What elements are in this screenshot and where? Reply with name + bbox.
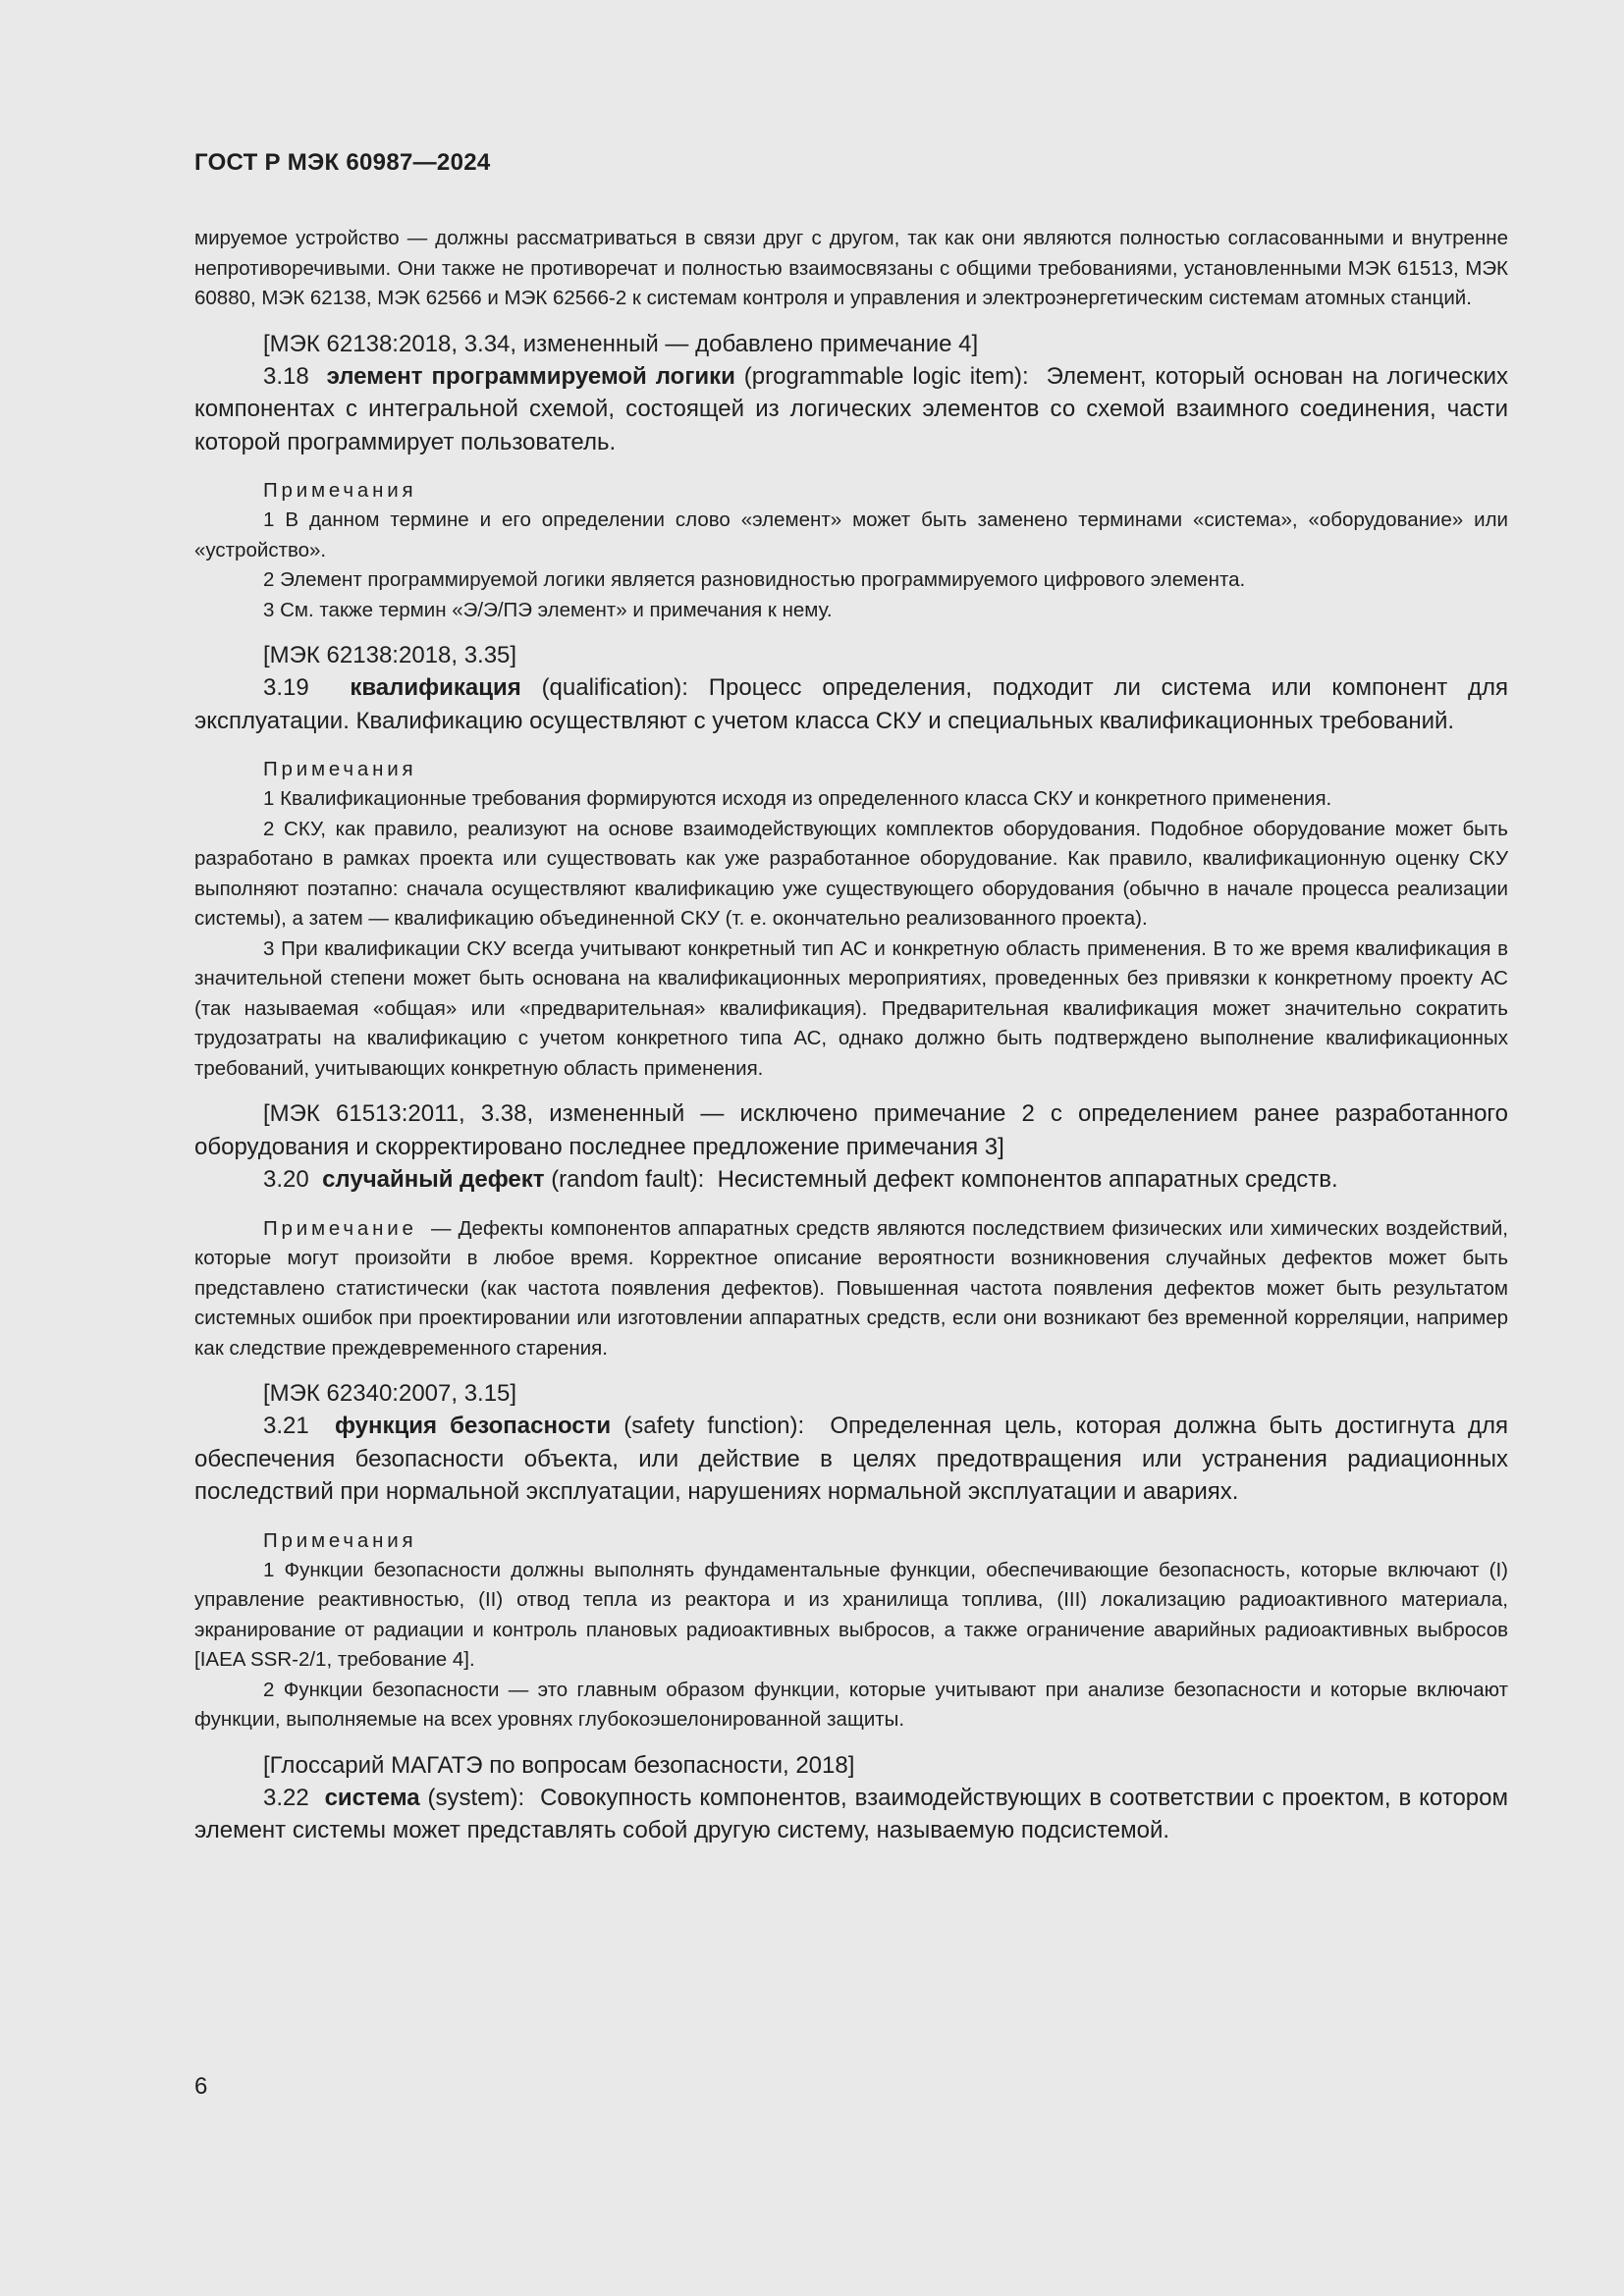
note-label: Примечание — [263, 1216, 417, 1240]
note-3-18-3: 3 См. также термин «Э/Э/ПЭ элемент» и примечания к нему. — [263, 598, 833, 621]
term-3-20 — [194, 1163, 1508, 1197]
term-number: 3.20 — [263, 1166, 309, 1193]
term-english: (qualification): — [541, 674, 688, 701]
term-3-19 — [194, 671, 1508, 737]
term-name: случайный дефект — [322, 1166, 545, 1193]
page-number: 6 — [194, 2073, 208, 2100]
term-english: (random fault): — [551, 1166, 705, 1193]
note-3-21-1: 1 Функции безопасности должны выполнять фундаментальные функции, обеспечивающие безопасность, которые включают (I) управление реактивностью, (II) отвод тепла из реактора и из хранилища топлива, (III) локализацию радиоактивного материала, экранирование от радиации и контроль плановых радиоактивных выбросов, а также ограничение аварийных радиоактивных выбросов [IAEA SSR-2/1, требование 4]. — [194, 1558, 1508, 1671]
term-english: (system): — [427, 1784, 525, 1811]
note-3-20 — [194, 1214, 1508, 1364]
term-number: 3.18 — [263, 362, 309, 390]
note-3-18-1: 1 В данном термине и его определении слово «элемент» может быть заменено терминами «система», «оборудование» или «устройство». — [194, 508, 1508, 561]
note-3-19-3: 3 При квалификации СКУ всегда учитывают конкретный тип АС и конкретную область применения. В то же время квалификация в значительной степени может быть основана на квалификационных мероприятиях, проведенных без привязки к конкретному проекту АС (так называемая «общая» или «предварительная» квалификация). Предварительная квалификация может значительно сократить трудозатраты на квалификацию с учетом конкретного типа АС, однако должно быть подтверждено выполнение квалификационных требований, учитывающих конкретную область применения. — [194, 936, 1508, 1080]
term-name: функция безопасности — [334, 1413, 612, 1439]
term-3-21 — [194, 1410, 1508, 1509]
term-number: 3.22 — [263, 1784, 309, 1811]
term-english: (programmable logic item): — [743, 362, 1029, 390]
term-definition: Элемент, который основан на логических компонентах с интегральной схемой, состоящей из логических элементов со схемой взаимного соединения, части которой программирует пользователь. — [194, 362, 1509, 455]
note-text: — Дефекты компонентов аппаратных средств являются последствием физических или химических воздействий, которые могут произойти в любое время. Корректное описание вероятности возникновения случайных дефектов может быть представлено статистически (как частота появления дефектов). Повышенная частота появления дефектов может быть результатом системных ошибок при проектировании или изготовлении аппаратных средств, если они возникают без временной корреляции, например как следствие преждевременного старения. — [194, 1216, 1508, 1360]
reference-62138-335: [МЭК 62138:2018, 3.35] — [263, 642, 517, 668]
note-3-21-2: 2 Функции безопасности — это главным образом функции, которые учитывают при анализе безопасности и которые включают функции, выполняемые на всех уровнях глубокоэшелонированной защиты. — [194, 1678, 1508, 1731]
note-3-18-2: 2 Элемент программируемой логики является разновидностью программируемого цифрового элемента. — [263, 568, 1246, 591]
reference-iaea-glossary: [Глоссарий МАГАТЭ по вопросам безопасности, 2018] — [263, 1751, 855, 1779]
reference-62340-315: [МЭК 62340:2007, 3.15] — [263, 1380, 517, 1407]
term-number: 3.19 — [263, 674, 309, 701]
term-number: 3.21 — [263, 1413, 309, 1439]
note-3-19-2: 2 СКУ, как правило, реализуют на основе взаимодействующих комплектов оборудования. Подобное оборудование может быть разработано в рамках проекта или существовать как уже разработанное оборудование. Как правило, квалификационную оценку СКУ выполняют поэтапно: сначала осуществляют квалификацию уже существующего оборудования (обычно в начале процесса реализации системы), а затем — квалификацию объединенной СКУ (т. е. окончательно реализованного проекта). — [194, 817, 1508, 930]
reference-62138-334: [МЭК 62138:2018, 3.34, измененный — добавлено примечание 4] — [263, 330, 979, 357]
notes-label: Примечания — [263, 1528, 417, 1552]
term-3-22 — [194, 1782, 1508, 1847]
term-name: система — [324, 1784, 420, 1811]
term-english: (safety function): — [623, 1413, 805, 1439]
term-definition: Совокупность компонентов, взаимодействующих в соответствии с проектом, в котором элемент системы может представлять собой другую систему, называемую подсистемой. — [194, 1784, 1508, 1843]
notes-label: Примечания — [263, 758, 417, 780]
notes-label: Примечания — [263, 479, 417, 502]
document-header: ГОСТ Р МЭК 60987—2024 — [194, 149, 491, 176]
term-name: элемент программируемой логики — [326, 362, 735, 390]
term-definition: Несистемный дефект компонентов аппаратных средств. — [717, 1166, 1338, 1193]
term-3-18 — [194, 360, 1508, 459]
intro-paragraph: мируемое устройство — должны рассматриваться в связи друг с другом, так как они являются полностью согласованными и внутренне непротиворечивыми. Они также не противоречат и полностью взаимосвязаны с общими требованиями, установленными МЭК 61513, МЭК 60880, МЭК 62138, МЭК 62566 и МЭК 62566-2 к системам контроля и управления и электроэнергетическим системам атомных станций. — [194, 227, 1508, 309]
document-body — [194, 224, 1508, 1847]
note-3-19-1: 1 Квалификационные требования формируются исходя из определенного класса СКУ и конкретного применения. — [263, 787, 1332, 810]
term-name: квалификация — [350, 674, 521, 701]
term-definition: Процесс определения, подходит ли система или компонент для эксплуатации. Квалификацию осуществляют с учетом класса СКУ и специальных квалификационных требований. — [194, 674, 1509, 734]
term-definition: Определенная цель, которая должна быть достигнута для обеспечения безопасности объекта, или действие в целях предотвращения или устранения радиационных последствий при нормальной эксплуатации, нарушениях нормальной эксплуатации и авариях. — [194, 1413, 1509, 1505]
reference-61513-338: [МЭК 61513:2011, 3.38, измененный — исключено примечание 2 с определением ранее разработанного оборудования и скорректировано последнее предложение примечания 3] — [194, 1100, 1508, 1160]
